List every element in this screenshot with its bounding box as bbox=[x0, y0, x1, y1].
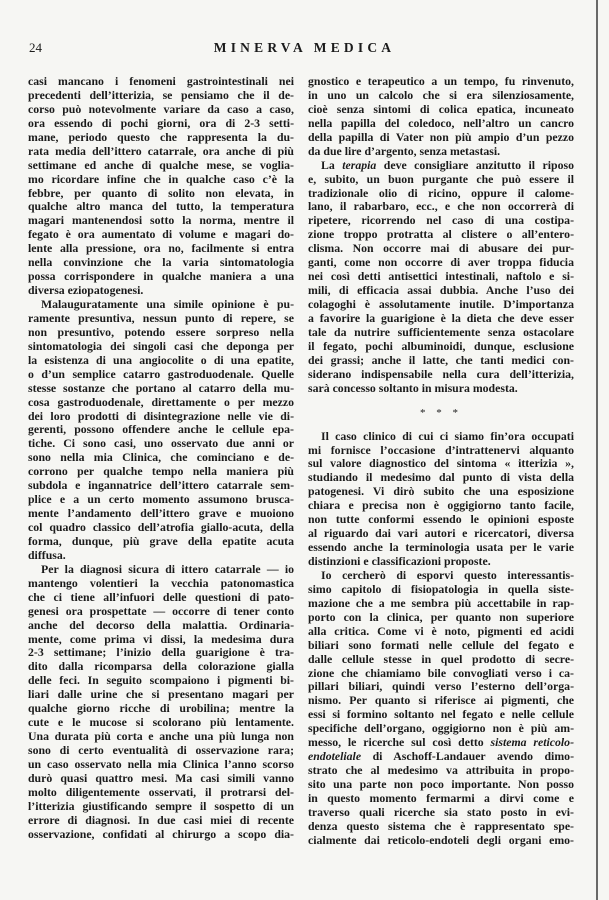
text-line: casi mancano i fenomeni gastrointestinali nei bbox=[28, 75, 294, 88]
text-line: sintomatologia dei singoli casi che deponga per bbox=[28, 339, 294, 353]
text-line: molto diligentemente osservati, il protrarsi del- bbox=[28, 785, 294, 799]
text-line: tradizionale olio di ricino, oppure il calome- bbox=[308, 186, 574, 200]
text-line: da due lire d’argento, senza metastasi. bbox=[308, 144, 501, 158]
text-line: essendo anche la terminologia usata per le varie bbox=[308, 541, 574, 555]
text-line: strato che al medesimo va attribuita in propo- bbox=[308, 764, 574, 778]
text-line: Malauguratamente una simile opinione è pu- bbox=[41, 298, 294, 311]
text-line: magari mantenendosi sotto la norma, mentre il bbox=[28, 214, 294, 228]
text-line: colagoghi è assolutamente inutile. D’importanza bbox=[308, 298, 574, 311]
text-line: al riguardo dai vari autori e ricercatori, diversa bbox=[308, 527, 574, 541]
paragraph bbox=[308, 75, 574, 159]
text-line: distinzioni e classificazioni proposte. bbox=[308, 555, 491, 568]
text-line: denza questo sistema che è rappresentato spe- bbox=[308, 819, 574, 833]
text-line: ganti, come non occorre di aver troppa fiducia bbox=[308, 256, 574, 270]
text-line: dito dalla ricomparsa della colorazione gialla bbox=[28, 660, 294, 674]
text-line: mili, di efficacia assai dubbia. Anche l’uso dei bbox=[308, 284, 574, 298]
text-line: porto con la clinica, per quanto non superiore bbox=[308, 610, 574, 624]
text-line: mantengo volentieri la vecchia patonomastica bbox=[28, 576, 294, 590]
text-segment: La bbox=[321, 158, 343, 172]
text-line: ripetere, ricorrendo nel caso di una costipa- bbox=[308, 214, 574, 228]
text-line: biliari sono formati nelle cellule del fegato e bbox=[308, 638, 574, 652]
text-line: chiara e precisa non è oggigiorno tanto facile, bbox=[308, 499, 574, 513]
text-line: rata media dell’ittero catarrale, ora anche di più bbox=[28, 144, 294, 158]
text-line: della papilla di Vater non più ampio d’un pezzo bbox=[308, 130, 574, 144]
text-line: un caso osservato nella mia Clinica l’anno scorso bbox=[28, 757, 294, 771]
text-line: genesi ora prospettate — occorre di tener conto bbox=[28, 604, 294, 618]
text-line: mo ricordare infine che in qualche caso c’è la bbox=[28, 172, 294, 186]
text-line: sono nella mia Clinica, che cominciano e de- bbox=[28, 451, 294, 465]
text-line: nei così detti antisettici intestinali, naftolo e si- bbox=[308, 270, 574, 284]
text-line: diffusa. bbox=[28, 548, 66, 562]
text-line: mazione che a me sembra più accettabile in rap- bbox=[308, 596, 574, 610]
text-line: liari dalle urine che si presentano magari per bbox=[28, 688, 294, 702]
text-line: cialmente dai reticolo-endoteli degli organi emo- bbox=[308, 833, 574, 847]
italic-term: terapia bbox=[342, 158, 377, 172]
text-line: alla critica. Come vi è noto, pigmenti ed acidi bbox=[308, 624, 574, 638]
text-line: errore di diagnosi. In due casi miei di recente bbox=[28, 813, 294, 827]
text-line: dei grassi; anche il latte, che tanti medici con- bbox=[308, 353, 574, 367]
text-line: lente alla pressione, ora no, facilmente si entra bbox=[28, 242, 294, 256]
italic-term: sistema reticolo- bbox=[490, 736, 574, 750]
text-line: cioè senza sintomi di colica epatica, incuneato bbox=[308, 102, 574, 116]
text-line: diversa eziopatogenesi. bbox=[28, 284, 144, 298]
text-line: simo capitolo di fisiopatologia in quella siste- bbox=[308, 582, 574, 596]
text-line: tale da nutrire sufficientemente senza ostacolare bbox=[308, 325, 574, 339]
text-line: o d’un semplice catarro gastroduodenale. Quelle bbox=[28, 367, 294, 381]
text-line: tiche. Ci sono casi, uno osservato due anni or bbox=[28, 437, 294, 451]
text-line: dei loro prodotti di disintegrazione nelle vie di- bbox=[28, 409, 294, 423]
text-line: nella papilla del coledoco, nell’altro un cancro bbox=[308, 116, 574, 130]
paragraph bbox=[28, 298, 294, 563]
text-line: clisma. Non occorre mai di abusare dei pur- bbox=[308, 242, 574, 256]
text-line: corrono per qualche tempo nella maniera più bbox=[28, 465, 294, 479]
text-line: a favorire la guarigione è la dieta che deve esser bbox=[308, 311, 574, 325]
text-line: nella convinzione che la varia sintomatologia bbox=[28, 256, 294, 270]
text-line: Io cercherò di esporvi questo interessantis- bbox=[321, 568, 574, 582]
text-line: in uno un calcolo che si era silenziosamente, bbox=[308, 88, 574, 102]
text-line: e, subito, un buon purgante che può essere il bbox=[308, 172, 574, 186]
text-line: plice e a un certo momento assumono brusca- bbox=[28, 493, 294, 507]
text-line: ramente presuntiva, nessun punto di repere, se bbox=[28, 311, 294, 325]
section-separator: * * * bbox=[420, 406, 462, 419]
text-line bbox=[308, 750, 574, 764]
text-line: cute e le mucose si scolorano più lentamente. bbox=[28, 716, 294, 730]
text-line: durò quasi quattro mesi. Ma casi simili vanno bbox=[28, 771, 294, 785]
text-line: patogenesi. Vi dirò subito che una esposizione bbox=[308, 485, 574, 499]
text-line bbox=[308, 159, 574, 173]
text-line: forma, dunque, più grave della epatite acuta bbox=[28, 534, 294, 548]
running-header: MINERVA MEDICA bbox=[213, 40, 396, 55]
text-line: sul valore diagnostico del sintoma « itterizia », bbox=[308, 457, 574, 471]
text-line: 2-3 settimane; l’inizio della guarigione è tra- bbox=[28, 646, 294, 660]
text-line: nismo. Per quanto si riferisce ai pigmenti, che bbox=[308, 694, 574, 708]
text-line: gnostico e terapeutico a un tempo, fu rinvenuto, bbox=[308, 75, 574, 88]
text-line: possa corrispondere in qualche maniera a una bbox=[28, 270, 294, 284]
paragraph bbox=[308, 159, 574, 396]
text-line: sito una parte non poco importante. Non posso bbox=[308, 778, 574, 791]
text-line: pillari biliari, quindi verso l’esterno dell’orga- bbox=[308, 680, 574, 694]
text-line: febbre, per quanto di solito non elevata, in bbox=[28, 186, 294, 200]
text-line: cosa gastroduodenale, direttamente o per mezzo bbox=[28, 395, 294, 409]
text-line: il fegato, pochi albuminoidi, dunque, esclusione bbox=[308, 339, 574, 353]
text-line: delle feci. In seguito scompaiono i pigmenti bi- bbox=[28, 674, 294, 688]
paragraph bbox=[28, 75, 294, 298]
left-column bbox=[28, 75, 294, 842]
text-line: zione che chiamiamo bile convogliati verso i ca- bbox=[308, 666, 574, 680]
text-line: ora essendo di pochi giorni, ora di 2-3 setti- bbox=[28, 116, 294, 130]
text-line: lano, il rabarbaro, ecc., e che non occorrerà di bbox=[308, 200, 574, 214]
text-line: anche del decorso della malattia. Ordinaria- bbox=[28, 618, 294, 632]
text-line: qualche altro manca del tutto, la temperatura bbox=[28, 200, 294, 214]
text-line: settimane ed anche di qualche mese, se voglia- bbox=[28, 158, 294, 172]
text-line: mane, periodo questo che rappresenta la du- bbox=[28, 130, 294, 144]
text-line: sono di certo eventualità di osservazione rara; bbox=[28, 744, 294, 757]
text-line: col quadro classico dell’atrofia giallo-acuta, della bbox=[28, 521, 294, 534]
text-line: Per la diagnosi sicura di ittero catarrale — io bbox=[41, 562, 294, 576]
text-line: precedenti dell’itterizia, se pensiamo che il de- bbox=[28, 88, 294, 102]
text-line bbox=[308, 736, 574, 750]
text-line: specifiche dell’organo, oggigiorno non è più am- bbox=[308, 722, 574, 736]
text-line: zione troppo protratta al clistere o all’entero- bbox=[308, 228, 574, 242]
text-line: Una durata più corta e anche una più lunga non bbox=[28, 730, 294, 744]
text-line: dalle cellule stesse in quel prodotto di secre- bbox=[308, 652, 574, 666]
text-line: la esistenza di una angiocolite o di una epatite, bbox=[28, 353, 294, 367]
text-segment: deve consigliare anzitutto il riposo bbox=[376, 158, 574, 172]
text-segment: di Aschoff-Landauer avendo dimo- bbox=[361, 750, 574, 764]
text-line: gerenti, possono offendere anche le cellule epa- bbox=[28, 423, 294, 437]
text-line: mente, come prima vi dissi, la medesima dura bbox=[28, 632, 294, 646]
text-line: mente l’andamento dell’ittero grave e muoiono bbox=[28, 507, 294, 521]
text-line: siderano indispensabile nella cura dell’itterizia, bbox=[308, 367, 574, 381]
page-number: 24 bbox=[29, 40, 42, 55]
right-column bbox=[308, 75, 574, 848]
text-line: fegato è ora aumentato di volume e magari do- bbox=[28, 228, 294, 242]
text-line: qualche giorno ricche di urobilina; mentre la bbox=[28, 702, 294, 716]
text-line: sarà concesso soltanto in misura modesta. bbox=[308, 381, 518, 395]
text-line: che ci tiene all’infuori delle questioni di pato- bbox=[28, 590, 294, 604]
text-segment: messo, le ricerche sul così detto bbox=[308, 736, 491, 750]
text-line: osservazione, confidati al chirurgo a scopo dia- bbox=[28, 827, 294, 841]
text-line: non tutte conformi essendo le opinioni esposte bbox=[308, 513, 574, 527]
text-line: in questo momento fermarmi a dirvi come e bbox=[308, 791, 574, 805]
text-line: studiando il medesimo dal punto di vista della bbox=[308, 471, 574, 485]
paragraph bbox=[308, 569, 574, 848]
text-line: Il caso clinico di cui ci siamo fin’ora occupati bbox=[321, 429, 574, 443]
text-line: mi fornisce l’occasione d’intrattenervi alquanto bbox=[308, 443, 574, 457]
text-line: subdola e ingannatrice dell’ittero catarrale sem- bbox=[28, 479, 294, 493]
paragraph bbox=[308, 430, 574, 569]
text-line: essi si formino soltanto nel fegato e nelle cellule bbox=[308, 708, 574, 722]
text-line: stesse sostanze che portano al catarro della mu- bbox=[28, 381, 294, 395]
italic-term: endoteliale bbox=[308, 750, 362, 764]
text-line: traverso quali ricerche sia stato posto in evi- bbox=[308, 805, 574, 819]
text-line: non presuntivo, potendo essere sorpreso nella bbox=[28, 325, 294, 339]
scan-edge bbox=[596, 0, 598, 900]
text-line: l’itterizia giustificando sempre il sospetto di un bbox=[28, 799, 294, 813]
text-line: corso può notevolmente variare da caso a caso, bbox=[28, 102, 294, 116]
paragraph bbox=[28, 563, 294, 842]
